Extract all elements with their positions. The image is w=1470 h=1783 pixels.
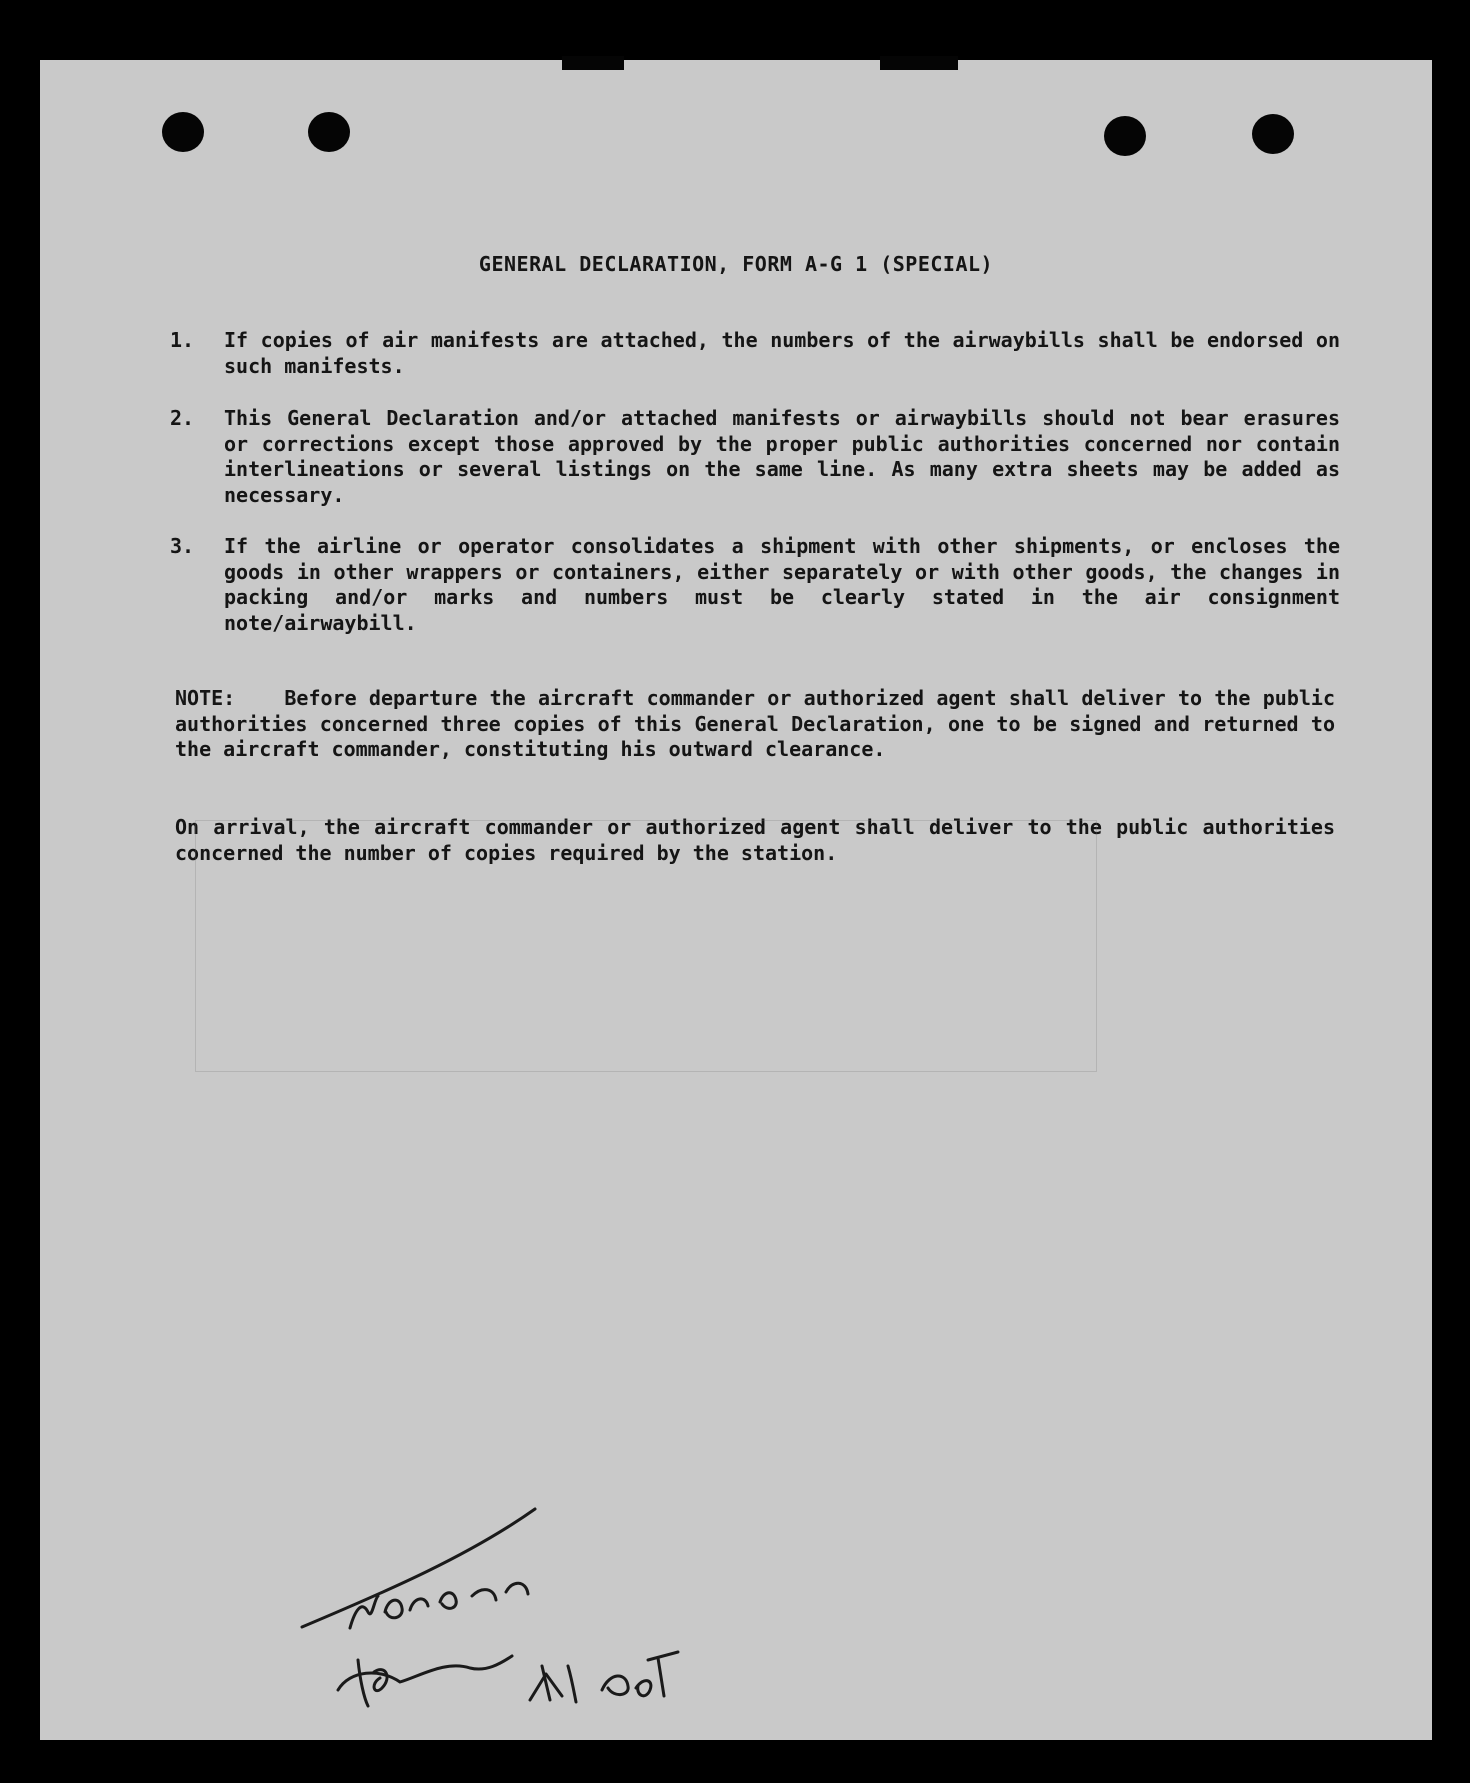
paper-tab-mark [880,56,958,70]
list-item [170,406,1340,510]
pen-stroke [506,1583,528,1594]
item-text: If the airline or operator consolidates a shipment with other shipments, or encloses the goods in other wrappers or containers, either separately or with other goods, the changes in packing and/or marks and numbers must be clearly stated in the air consignment note/airwaybill. [224,534,1340,635]
pen-stroke [658,1658,664,1696]
document-page [40,60,1432,1740]
list-item [170,328,1340,380]
pen-stroke [338,1656,512,1690]
pen-stroke [636,1681,651,1696]
pen-stroke [302,1509,535,1627]
punch-hole [308,112,350,152]
item-text: This General Declaration and/or attached manifests or airwaybills should not bear erasures or corrections except those approved by the proper public authorities concerned nor contain interlineations or several listings on the same line. As many extra sheets may be added as necessary. [224,406,1340,507]
punch-hole [1104,116,1146,156]
handwritten-annotation [250,1500,770,1740]
punch-hole [1252,114,1294,154]
pen-stroke [568,1666,576,1702]
item-number: 2. [170,406,195,430]
item-text: If copies of air manifests are attached, the numbers of the airwaybills shall be endorsed on such manifests. [224,328,1340,378]
item-number: 3. [170,534,195,558]
pen-stroke [358,1660,368,1706]
arrival-paragraph: On arrival, the aircraft commander or authorized agent shall deliver to the public authorities concerned the number of copies required by the station. [175,815,1335,865]
pen-stroke [648,1652,678,1660]
pen-stroke [385,1600,402,1618]
paper-tab-mark [562,56,624,70]
note-paragraph: NOTE: Before departure the aircraft commander or authorized agent shall deliver to the public authorities concerned three copies of this General Declaration, one to be signed and returned to the aircraft commander, constituting his outward clearance. [175,686,1348,761]
pen-stroke [472,1590,496,1600]
pen-stroke [542,1666,550,1700]
item-number: 1. [170,328,195,352]
faint-stamp-impression [195,820,1097,1072]
pen-stroke [440,1593,456,1609]
punch-hole [162,112,204,152]
pen-stroke [410,1599,428,1610]
list-item [170,534,1340,638]
pen-stroke [602,1676,628,1695]
document-title: GENERAL DECLARATION, FORM A-G 1 (SPECIAL) [478,252,994,276]
